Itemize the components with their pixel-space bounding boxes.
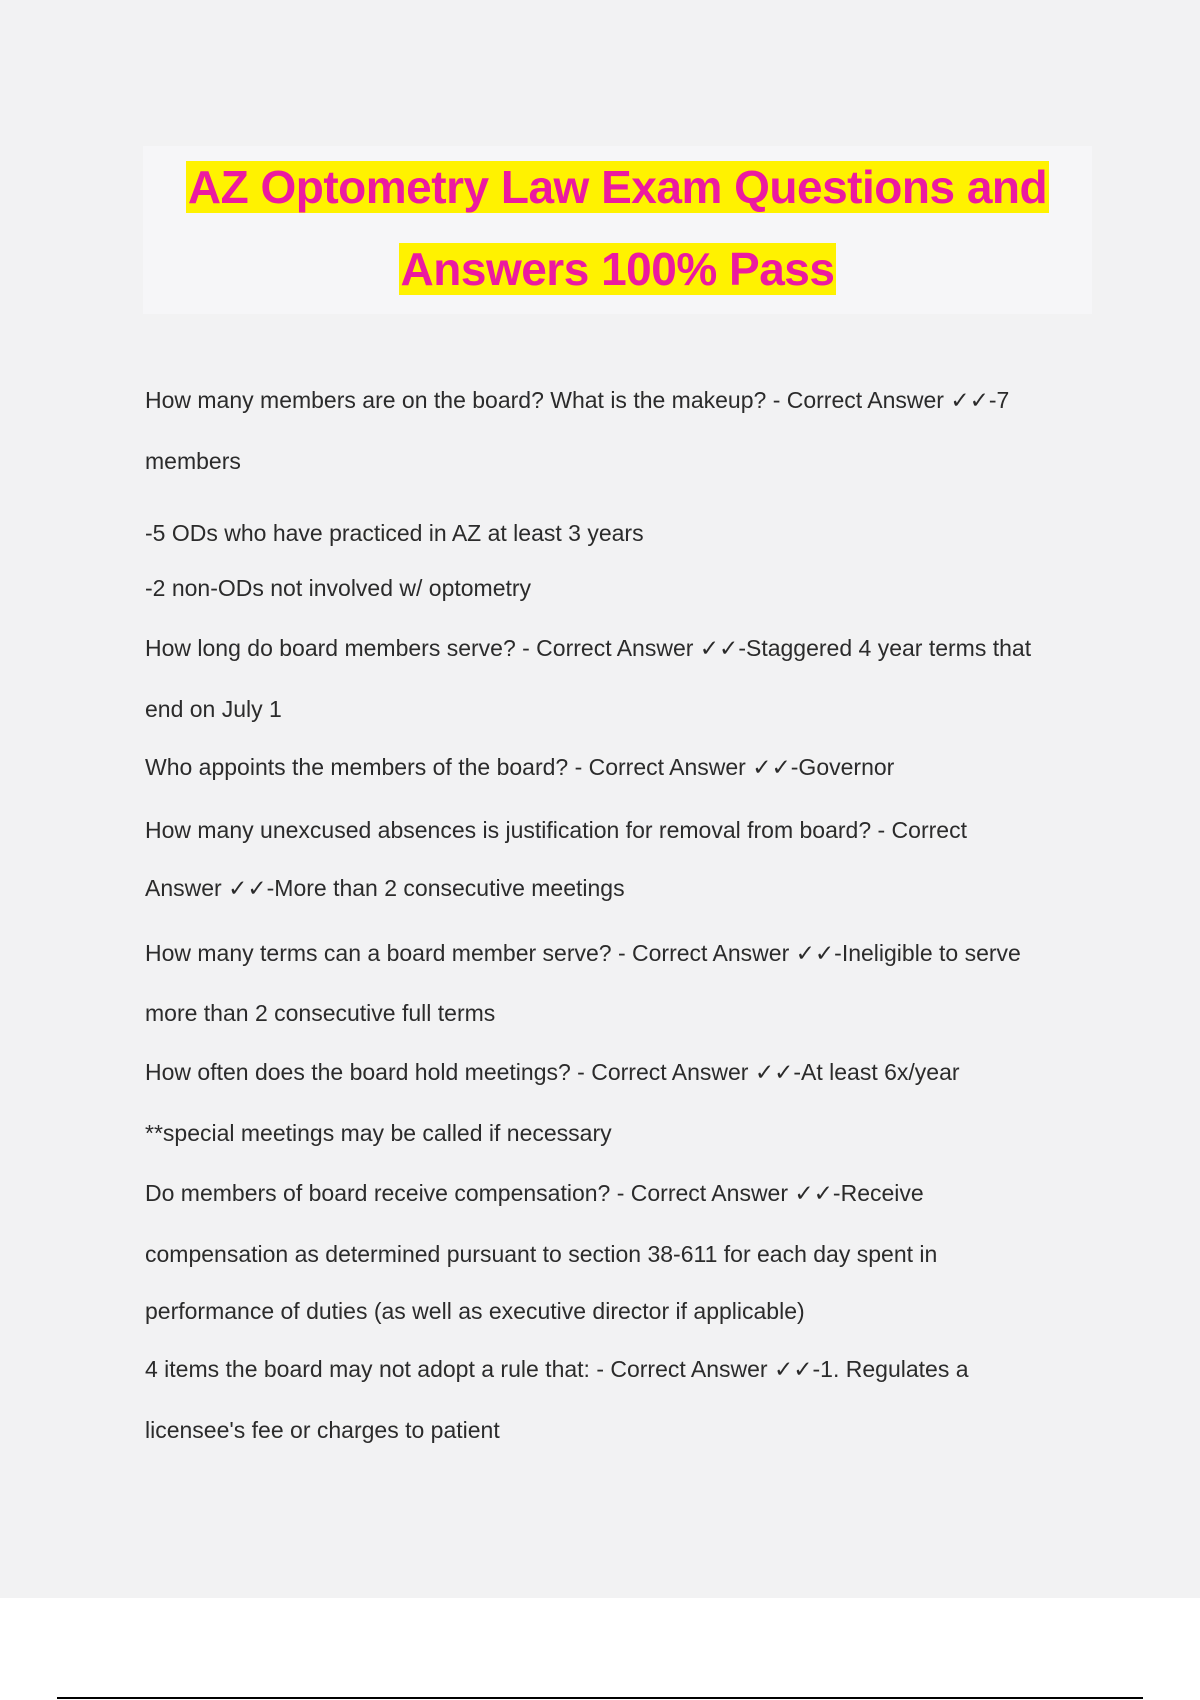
qa-line: more than 2 consecutive full terms <box>145 1000 496 1026</box>
title-line-1 <box>143 146 1092 228</box>
title-line-2 <box>143 228 1092 310</box>
qa-line: How many members are on the board? What is the makeup? - Correct Answer ✓✓-7 <box>145 387 1010 413</box>
qa-line: -5 ODs who have practiced in AZ at least 3 years <box>145 520 644 546</box>
title-text-2: Answers 100% Pass <box>400 243 835 295</box>
title-text-1: AZ Optometry Law Exam Questions and <box>187 161 1048 213</box>
qa-line: 4 items the board may not adopt a rule that: - Correct Answer ✓✓-1. Regulates a <box>145 1356 969 1382</box>
qa-line: How often does the board hold meetings? - Correct Answer ✓✓-At least 6x/year <box>145 1059 960 1085</box>
qa-line: end on July 1 <box>145 696 282 722</box>
footer-rule <box>57 1697 1143 1699</box>
qa-line: -2 non-ODs not involved w/ optometry <box>145 575 532 601</box>
qa-line: How long do board members serve? - Correct Answer ✓✓-Staggered 4 year terms that <box>145 635 1032 661</box>
qa-line: compensation as determined pursuant to section 38-611 for each day spent in <box>145 1241 938 1267</box>
qa-line: licensee's fee or charges to patient <box>145 1417 500 1443</box>
qa-line: **special meetings may be called if necessary <box>145 1120 612 1146</box>
qa-line: Answer ✓✓-More than 2 consecutive meetings <box>145 875 625 901</box>
qa-line: performance of duties (as well as executive director if applicable) <box>145 1298 805 1324</box>
qa-line: Who appoints the members of the board? - Correct Answer ✓✓-Governor <box>145 754 895 780</box>
title-banner <box>143 146 1092 314</box>
qa-line: How many terms can a board member serve? - Correct Answer ✓✓-Ineligible to serve <box>145 940 1021 966</box>
qa-line: How many unexcused absences is justification for removal from board? - Correct <box>145 817 967 843</box>
qa-line: members <box>145 448 241 474</box>
qa-line: Do members of board receive compensation? - Correct Answer ✓✓-Receive <box>145 1180 924 1206</box>
